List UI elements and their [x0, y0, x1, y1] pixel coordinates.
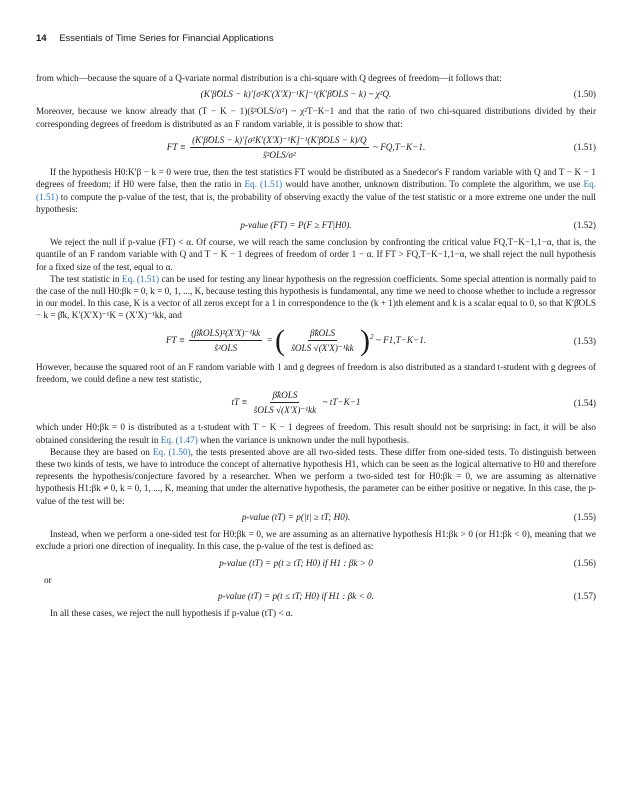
text-run: would have another, unknown distribution. To complete the algorithm, we use: [282, 179, 584, 190]
right-paren: ): [360, 323, 370, 357]
equation-link[interactable]: Eq. (1.47): [160, 434, 198, 445]
text-run: If the hypothesis H0:K′β − k = 0 were true, then the test statistics FT would be distributed as a Snedecor's F random variable with Q and T − K − 1 degrees of freedom; if H0 were false, then the ratio in: [36, 167, 596, 190]
text-run: when the variance is unknown under the null hypothesis.: [197, 434, 410, 445]
equation-link[interactable]: Eq. (1.51): [36, 179, 596, 202]
text-run: Because they are based on: [50, 446, 153, 457]
equation-rhs: ~ tT−K−1: [322, 396, 361, 407]
equation-1-55: [36, 511, 596, 523]
equation-number: (1.57): [573, 590, 596, 601]
left-paren: (: [275, 323, 286, 357]
equation-1-56: [36, 557, 596, 569]
equation-rhs: ~ FQ,T−K−1.: [372, 141, 426, 152]
equation-fraction: [252, 389, 318, 416]
text-run: to compute the p-value of the test, that is, the probability of observing exactly the value of the test statistic or a more extreme one under the null hypothesis:: [36, 191, 596, 214]
or-connector: or: [44, 574, 52, 585]
equation-number: (1.50): [573, 89, 596, 100]
paragraph-6: However, because the squared root of an F random variable with 1 and g degrees of freedom is also distributed as a standard t-student with g degrees of freedom, we could define a new test statistic,: [36, 361, 596, 384]
equation-lhs: FT ≡: [166, 141, 186, 152]
equation-body: p-value (tT) = p(t ≥ tT; H0) if H1 : βk > 0: [219, 557, 373, 568]
equation-number: (1.55): [573, 511, 596, 522]
equation-number: (1.54): [573, 397, 596, 408]
equation-lhs: FT ≡: [165, 334, 185, 345]
equation-1-57: [36, 590, 596, 602]
fraction-denominator: ŝOLS √(X′X)⁻¹kk: [291, 343, 354, 354]
paragraph-8: [36, 446, 596, 507]
paragraph-10: In all these cases, we reject the null hypothesis if p-value (tT) < α.: [50, 608, 293, 619]
equation-link[interactable]: Eq. (1.51): [121, 273, 160, 284]
equation-1-53: [36, 323, 596, 357]
equals-sign: =: [266, 334, 273, 345]
running-header: [36, 33, 596, 44]
equation-1-50: [36, 88, 596, 100]
equation-fraction: [189, 327, 262, 354]
paragraph-7: [36, 421, 596, 445]
fraction-numerator: β̂kOLS: [270, 389, 299, 403]
paragraph-2: Moreover, because we know already that (T − K − 1)(ŝ²OLS/σ²) ~ χ²T−K−1 and that the ratio of two chi-squared distributions divided by their corresponding degrees of freedom is distributed as an F random variable, it is possible to show that:: [36, 106, 596, 129]
paragraph-1: from which—because the square of a Q-variate normal distribution is a chi-square with Q degrees of freedom—it follows that:: [36, 73, 502, 83]
equation-number: (1.56): [573, 557, 596, 568]
equation-number: (1.53): [573, 335, 596, 346]
running-title: Essentials of Time Series for Financial Applications: [59, 33, 274, 44]
equation-body: p-value (tT) = p(t ≤ tT; H0) if H1 : βk < 0.: [218, 590, 374, 601]
square-exponent: 2: [370, 332, 374, 341]
page-body: [36, 72, 596, 619]
equation-1-51: [36, 134, 596, 161]
text-run: which under H0:βk = 0 is distributed as a t-student with T − K − 1 degrees of freedom. This result should not be surprising: in fact, it will be also obtained considering the result in: [36, 422, 596, 445]
equation-link[interactable]: Eq. (1.50): [152, 446, 191, 457]
fraction-denominator: ŝ²OLS/σ²: [263, 150, 296, 161]
equation-1-52: [36, 219, 596, 231]
equation-1-54: [36, 389, 596, 416]
text-run: can be used for testing any linear hypothesis on the regression coefficients. Some special attention is normally paid to the case of the null H0:βk = 0, k = 0, 1, ..., K, because testing this hypothesis is fundamental, any time we need to choose whether to include a regressor in our model. In this case, K is a vector of all zeros except for a 1 in correspondence to the (k + 1)th element and k is a scalar equal to 0, so that K′β̂OLS − k = β̂k, K′(X′X)⁻¹K = (X′X)⁻¹kk, and: [36, 273, 597, 321]
equation-rhs: ~ F1,T−K−1.: [375, 334, 427, 345]
text-run: , the tests presented above are all two-sided tests. These differ from one-sided tests. To distinguish between these two kinds of tests, we have to introduce the concept of alternative hypothesis H1, which can be seen as the logical alternative to H0 and therefore represents the hypothesis/conjecture favored by a researcher. When we perform a two-sided test for H0:βk = 0, we are assuming as alternative hypothesis H1:βk ≠ 0, k = 0, 1, ..., K, meaning that under the alternative hypothesis, the parameter can be either positive or negative. In this case, the p-value of the test will be:: [36, 446, 596, 506]
inner-fraction: [289, 327, 355, 354]
equation-body: p-value (tT) = p(|t| ≥ tT; H0).: [241, 511, 351, 522]
fraction-numerator: (K′β̂OLS − k)′[σ²K′(X′X)⁻¹K]⁻¹(K′β̂OLS − k)/Q: [190, 134, 369, 148]
equation-number: (1.52): [573, 220, 596, 231]
equation-body: (K′β̂OLS − k)′[σ²K′(X′X)⁻¹K]⁻¹(K′β̂OLS − k) ~ χ²Q.: [200, 89, 392, 100]
fraction-denominator: ŝOLS √(X′X)⁻¹kk: [253, 405, 317, 416]
equation-link[interactable]: Eq. (1.51): [244, 179, 283, 190]
paragraph-9: Instead, when we perform a one-sided test for H0:βk = 0, we are assuming as an alternative hypothesis H1:βk > 0 (or H1:βk < 0), meaning that we exclude a priori one direction of inequality. In this case, the p-value of the test is defined as:: [36, 529, 596, 552]
fraction-denominator: ŝ²OLS: [214, 343, 238, 354]
paragraph-3: [36, 166, 596, 215]
text-run: The test statistic in: [50, 273, 122, 284]
fraction-numerator: β̂kOLS: [308, 327, 337, 341]
page-number: 14: [36, 33, 47, 44]
equation-number: (1.51): [573, 142, 596, 153]
equation-lhs: tT ≡: [231, 396, 248, 407]
paragraph-5: [36, 273, 596, 322]
equation-fraction: [190, 134, 369, 161]
equation-body: p-value (FT) = P(F ≥ FT|H0).: [240, 220, 352, 231]
fraction-numerator: (β̂kOLS)²(X′X)⁻¹kk: [189, 327, 262, 341]
paragraph-4: We reject the null if p-value (FT) < α. Of course, we will reach the same conclusion by confronting the critical value FQ,T−K−1,1−α, that is, the quantile of an F random variable with Q and T − K − 1 degrees of freedom of order 1 − α. If FT > FQ,T−K−1,1−α, we shall reject the null hypothesis for a fixed size of the test, equal to α.: [36, 237, 596, 272]
